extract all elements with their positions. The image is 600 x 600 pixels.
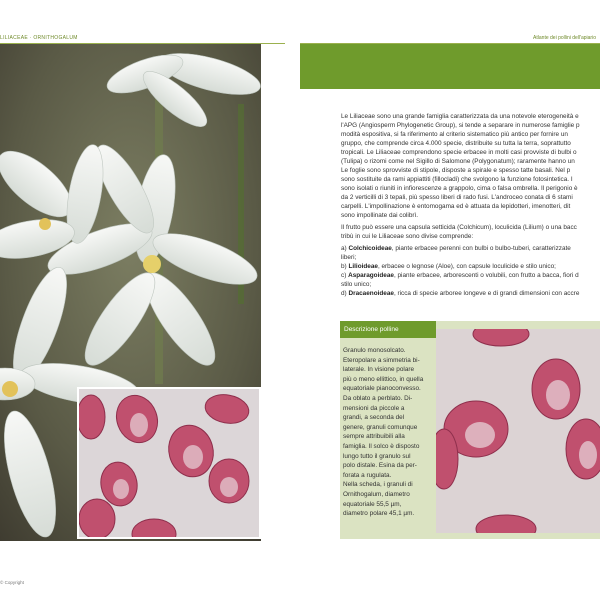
intro-line: carpelli. L'impollinazione è entomogama ed è attuata da lepidotteri, imenotteri, dit	[341, 203, 571, 210]
description-line: polo distale. Esina da per-	[343, 462, 417, 470]
running-header-left: LILIACEAE · ORNITHOGALUM	[0, 35, 78, 41]
fruit-line: Il frutto può essere una capsula setticida (Colchicum), loculicida (Lilium) o una bacc	[341, 224, 577, 231]
description-line: forata a rugulata.	[343, 471, 392, 479]
fruit-line: tribù in cui le Liliaceae sono divise comprende:	[341, 233, 474, 240]
footer-copyright: © Copyright	[0, 580, 24, 585]
subfamily-text: , erbacee o legnose (Aloe), con capsule loculicide e stilo unico;	[377, 263, 556, 270]
intro-line: sono sostituite da rami appiattiti (fillocladi) che svolgono la funzione fotosintetica. I	[341, 176, 573, 183]
fruit-paragraph	[341, 223, 600, 241]
description-line: sempre attribuibili alla	[343, 433, 405, 441]
intro-paragraph	[341, 112, 600, 220]
subfamily-name: Lilioideae	[348, 263, 378, 270]
description-line: famiglia. Il solco è disposto	[343, 442, 420, 450]
pollen-micrograph-inset	[77, 387, 261, 539]
description-line: genere, granuli comunque	[343, 423, 418, 431]
subfamily-name: Colchicoideae	[348, 245, 392, 252]
subfamily-text: , ricca di specie arboree longeve e di grandi dimensioni con accre	[393, 290, 580, 297]
intro-line: Le foglie sono sprovviste di stipole, disposte a spirale e spesso tatte basali. Nel p	[341, 167, 571, 174]
green-header-band	[300, 44, 600, 89]
subfamily-list	[341, 244, 600, 298]
intro-line: sono impollinate dai colibrì.	[341, 212, 419, 219]
subfamily-name: Dracaenoideae	[348, 290, 394, 297]
description-line: più o meno ellittico, in quella	[343, 375, 424, 383]
main-text	[341, 112, 600, 298]
description-line: grandi, a seconda del	[343, 414, 405, 422]
description-line: equatoriale pianoconvesso.	[343, 385, 421, 393]
intro-line: tropicali. Le Liliaceae comprendono specie erbacee in molti casi provviste di bulbi o	[341, 149, 577, 156]
description-line: Nella scheda, i granuli di	[343, 481, 413, 489]
subfamily-text: , piante erbacee, arborescenti o volubili, con frutto a bacca, fiori d	[393, 272, 579, 279]
subfamily-name: Asparagoideae	[348, 272, 394, 279]
subfamily-cont: stilo unico;	[341, 281, 372, 288]
intro-line: modità espositiva, si fa riferimento al criterio sistematico più antico per fornire un	[341, 131, 568, 138]
intro-line: gruppo, che comprende circa 4.000 specie, distribuite su tutta la terra, soprattutto	[341, 140, 571, 147]
description-line: equatoriale 55,5 µm,	[343, 500, 402, 508]
subfamily-text: , piante erbacee perenni con bulbi o bulbo-tuberi, caratterizzate	[391, 245, 571, 252]
description-line: laterale. In visione polare	[343, 366, 415, 374]
description-line: Eteropolare a simmetria bi-	[343, 356, 420, 364]
description-line: Ornithogalum, diametro	[343, 490, 410, 498]
description-line: diametro polare 45,1 µm.	[343, 510, 415, 518]
intro-line: Le Liliaceae sono una grande famiglia caratterizzata da una notevole eterogeneità e	[341, 113, 579, 120]
subfamily-item: d) Dracaenoideae, ricca di specie arboree longeve e di grandi dimensioni con accre	[341, 290, 580, 297]
subfamily-item: b) Lilioideae, erbacee o legnose (Aloe), con capsule loculicide e stilo unico;	[341, 263, 556, 270]
pollen-micrograph-large	[436, 329, 600, 533]
subfamily-item: a) Colchicoideae, piante erbacee perenni con bulbi o bulbo-tuberi, caratterizzate liberi;	[341, 245, 571, 261]
subfamily-item: c) Asparagoideae, piante erbacee, arborescenti o volubili, con frutto a bacca, fiori d stilo unico;	[341, 272, 579, 288]
intro-line: (Tulipa) o rizomi come nel Sigillo di Salomone (Polygonatum); raramente hanno un	[341, 158, 575, 165]
description-line: mensioni da piccole a	[343, 404, 405, 412]
subfamily-cont: liberi;	[341, 254, 357, 261]
running-header-right: Atlante dei pollini dell'apiario	[533, 35, 596, 41]
description-line: Da oblato a perblato. Di-	[343, 394, 413, 402]
intro-line: da 2 verticilli di 3 tepali, più spesso liberi di rado fusi. L'androceo conata di 6 stami	[341, 194, 573, 201]
description-title: Descrizione polline	[340, 321, 436, 338]
intro-line: l'APG (Angiosperm Phylogenetic Group), si tende a separare in numerose famiglie p	[341, 122, 580, 129]
description-line: lungo tutto il granulo sul	[343, 452, 411, 460]
description-text	[343, 346, 431, 519]
intro-line: sono isolati o riuniti in infiorescenze a grappolo, cima o falsa ombrella. Il perigonio è	[341, 185, 578, 192]
pollen-description-box	[340, 321, 600, 539]
description-line: Granulo monosolcato.	[343, 347, 406, 354]
